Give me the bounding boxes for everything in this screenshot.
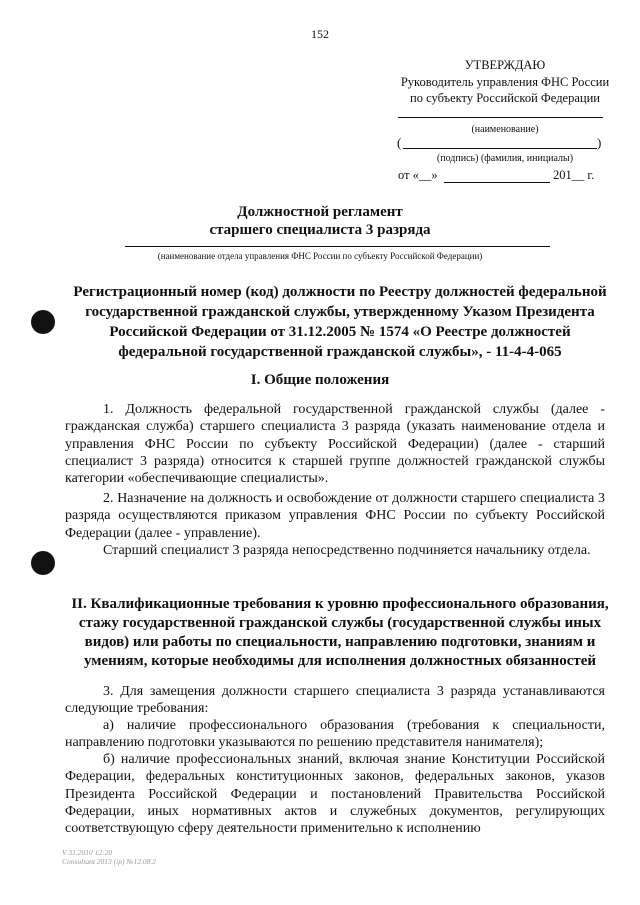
approval-line1: Руководитель управления ФНС России — [400, 75, 610, 89]
registration-line1: Регистрационный номер (код) должности по Реестру должностей федеральной — [73, 284, 607, 300]
section2-heading-line1: II. Квалификационные требования к уровню профессионального образования, — [71, 596, 609, 612]
dept-line — [125, 246, 550, 247]
section2-p3: 3. Для замещения должности старшего специалиста 3 разряда устанавливаются следующие требования: — [65, 684, 605, 717]
approval-title: УТВЕРЖДАЮ — [464, 58, 546, 72]
section1-p2: 2. Назначение на должность и освобождение от должности старшего специалиста 3 разряда осуществляются приказом управления ФНС России по субъекту Российской Федерации (далее - управление). — [65, 491, 605, 541]
section2-heading-line3: видов) или работы по специальности, направлению подготовки, знаниям и — [84, 634, 596, 650]
registration-line4: федеральной государственной гражданской службы», - 11-4-4-065 — [118, 344, 562, 360]
approval-line2: по субъекту Российской Федерации — [410, 91, 600, 105]
stamp-line1: V 31.2010 12:20 — [62, 848, 113, 857]
registration-line2: государственной гражданской службы, утвержденному Указом Президента — [85, 304, 595, 320]
sign-line — [403, 148, 597, 149]
section1-heading: I. Общие положения — [250, 372, 390, 388]
section2-pb: б) наличие профессиональных знаний, включая знание Конституции Российской Федерации, федеральных конституционных законов, федеральных законов, указов Президента Российской Федерации и постановлений Правительства Российской Федерации, иных нормативных актов и служебных документов, регулирующих соответствующую сферу деятельности применительно к исполнению — [65, 752, 605, 837]
binder-hole-bottom — [31, 551, 55, 575]
scan-stamp — [62, 848, 156, 866]
section1-p3: Старший специалист 3 разряда непосредственно подчиняется начальнику отдела. — [103, 543, 591, 558]
name-caption: (наименование) — [471, 124, 539, 135]
doc-title-line2: старшего специалиста 3 разряда — [209, 222, 431, 238]
registration-line3: Российской Федерации от 31.12.2005 № 1574 «О Реестре должностей — [109, 324, 571, 340]
section2-heading-line2: стажу государственной гражданской службы (государственной службы иных — [78, 615, 602, 631]
dept-caption: (наименование отдела управления ФНС России по субъекту Российской Федерации) — [157, 251, 483, 261]
date-line — [444, 182, 550, 183]
section2-pa: а) наличие профессионального образования (требования к специальности, направлению подготовки указываются по решению представителя нанимателя); — [65, 718, 605, 751]
date-year: 201__ г. — [553, 168, 595, 182]
sign-caption: (подпись) (фамилия, инициалы) — [436, 153, 574, 164]
stamp-line2: Consultant 2013 (ip) №12.08.2 — [62, 857, 156, 866]
name-line — [398, 117, 603, 118]
section2-heading-line4: умениям, которые необходимы для исполнения должностных обязанностей — [83, 653, 597, 669]
date-prefix: от «__» — [398, 168, 438, 182]
doc-title-line1: Должностной регламент — [237, 204, 403, 220]
section1-p1: 1. Должность федеральной государственной гражданской службы (далее - гражданская служба) старшего специалиста 3 разряда (указать наименование отдела и управления ФНС России по субъекту Российской Федерации) (далее - старший специалист 3 разряда) относится к старшей группе должностей гражданской службы категории «обеспечивающие специалисты». — [65, 402, 605, 487]
sign-open: ( — [397, 135, 402, 150]
page-number: 152 — [311, 27, 329, 41]
sign-close: ) — [597, 135, 602, 150]
binder-hole-top — [31, 310, 55, 334]
